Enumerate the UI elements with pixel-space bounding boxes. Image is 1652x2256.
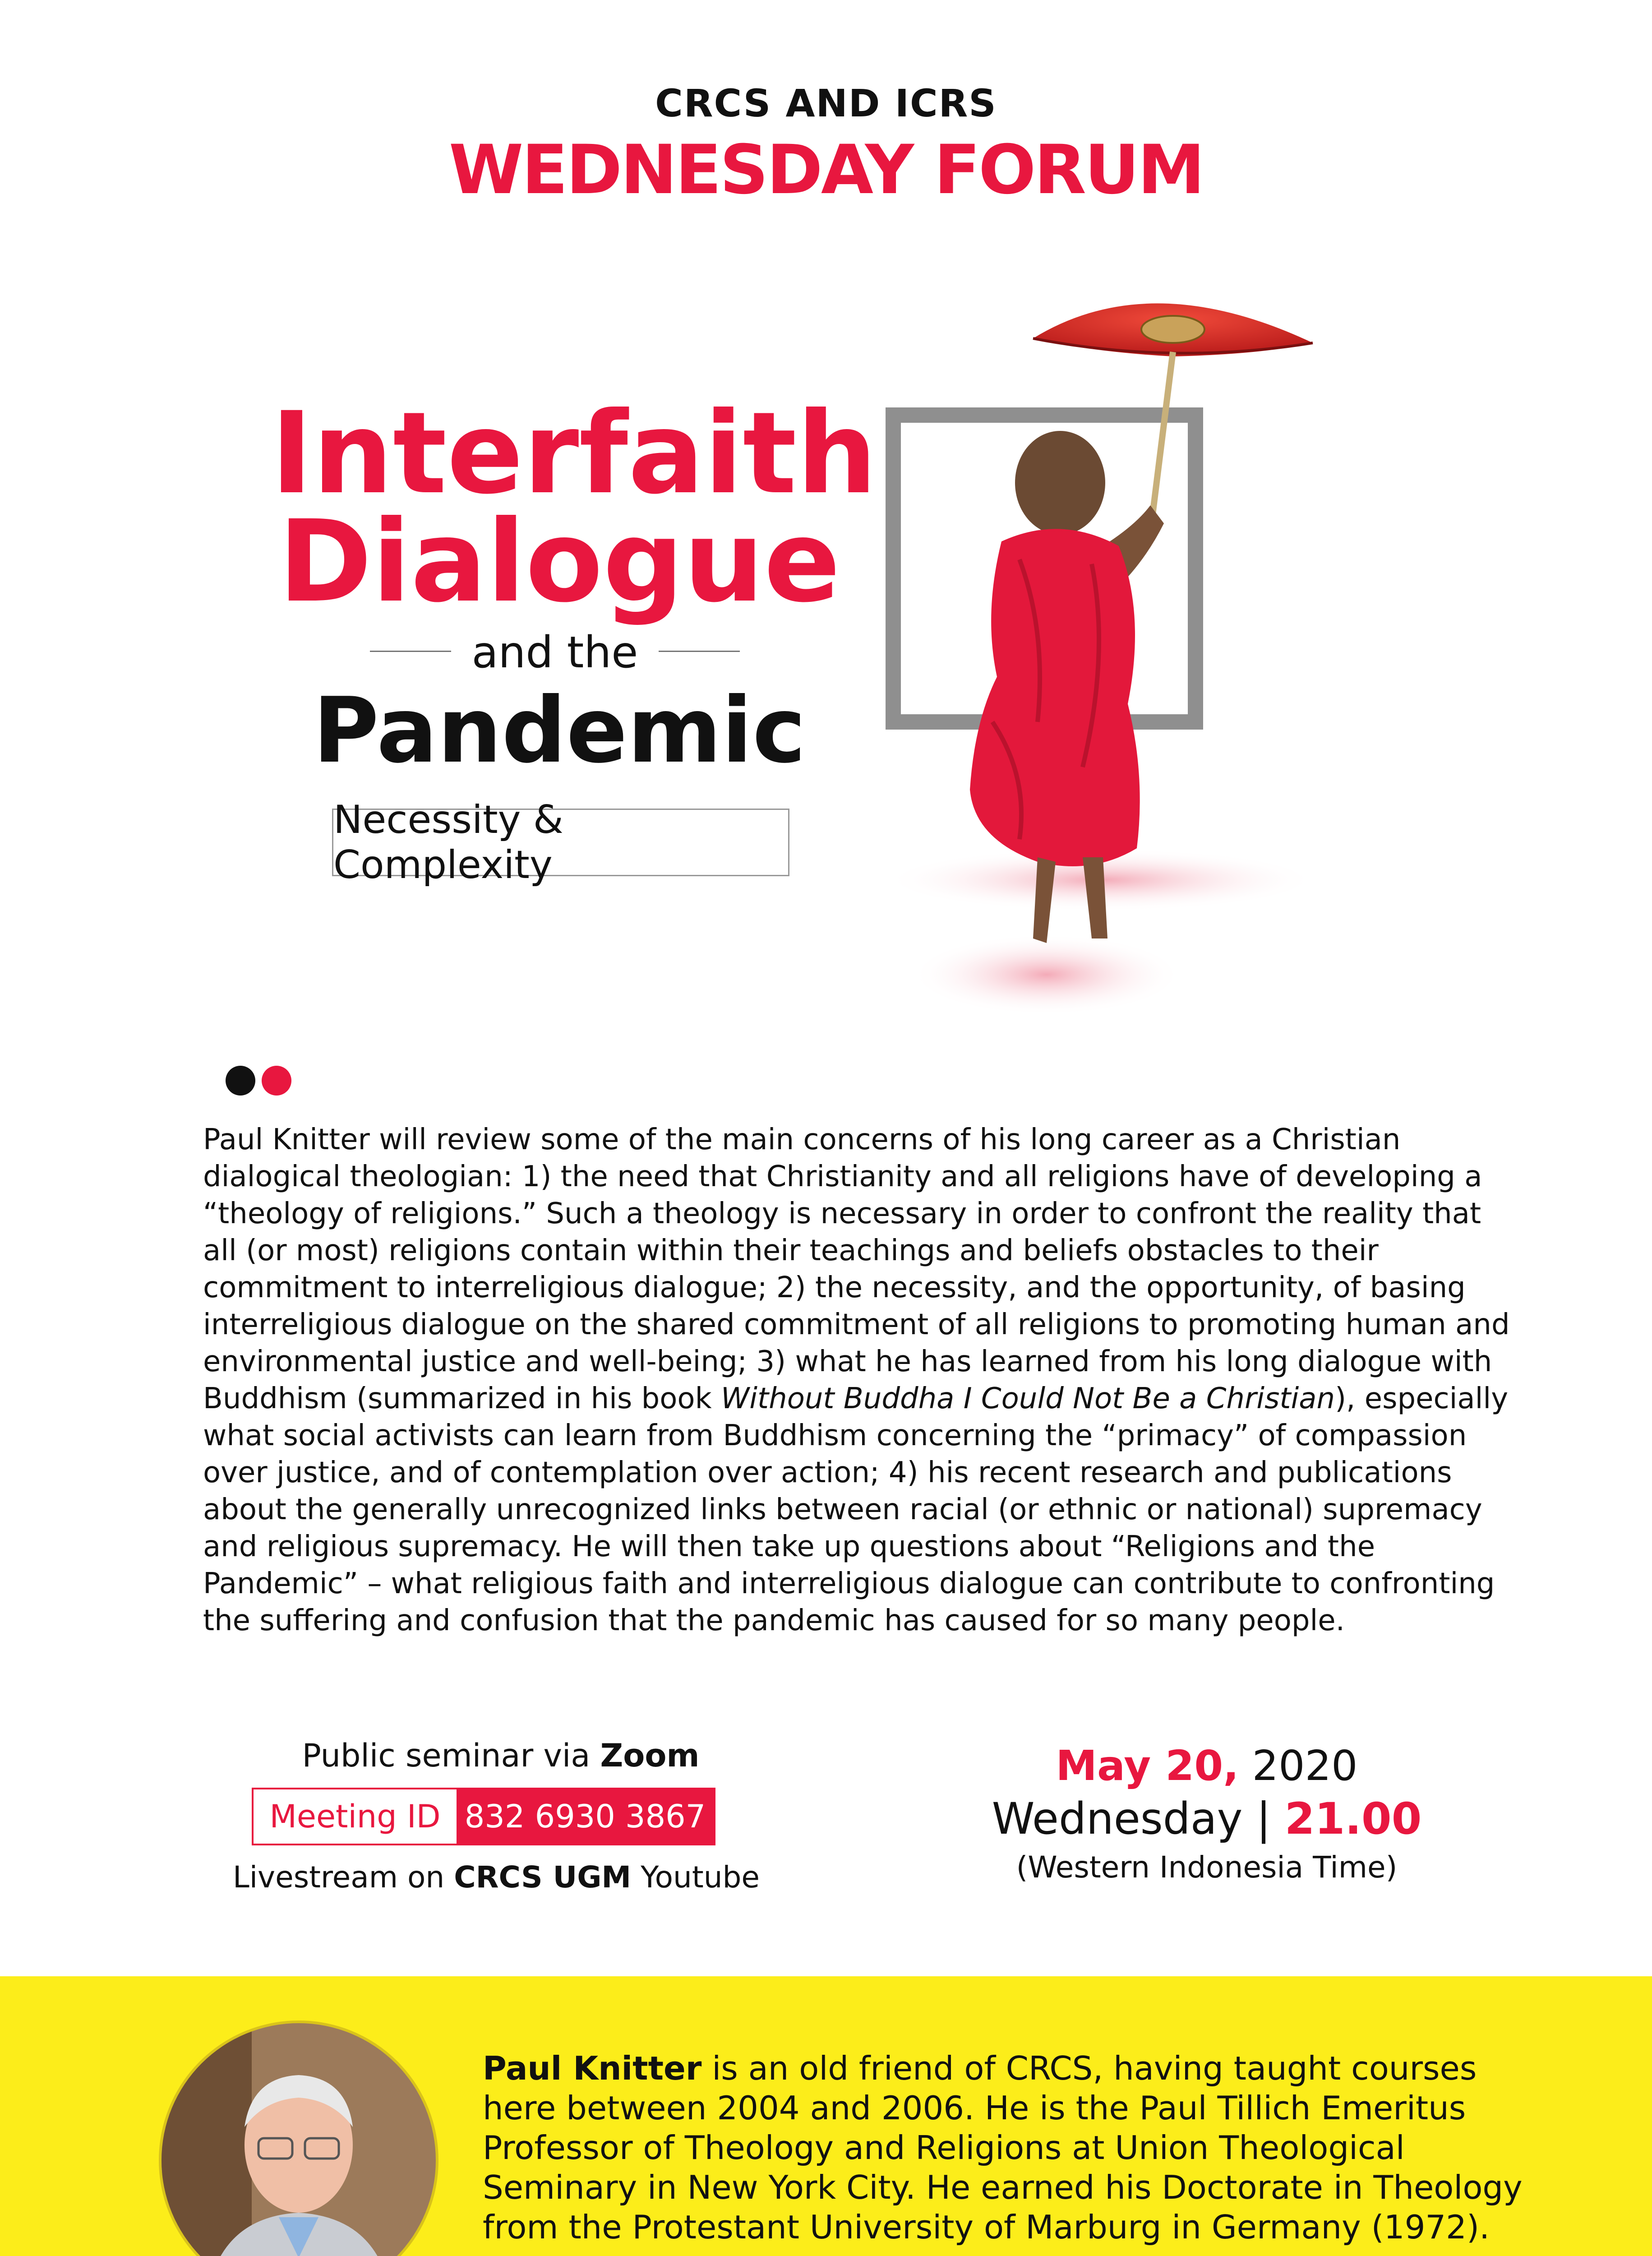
- abstract-paragraph: [203, 1121, 1511, 1639]
- monk-head: [1015, 431, 1105, 535]
- seminar-line: [253, 1737, 749, 1774]
- organizer-line: CRCS AND ICRS: [655, 81, 997, 125]
- event-weekday: Wednesday |: [992, 1794, 1271, 1844]
- parasol-handle: [1150, 352, 1173, 532]
- title-line-3: Pandemic: [313, 678, 806, 783]
- livestream-prefix: Livestream on: [232, 1860, 445, 1895]
- livestream-channel: CRCS UGM: [454, 1860, 632, 1895]
- livestream-line: [226, 1860, 767, 1895]
- meeting-id-value: 832 6930 3867: [457, 1789, 714, 1844]
- livestream-suffix: Youtube: [641, 1860, 760, 1895]
- abstract-text-2: ), especially what social activists can learn from Buddhism concerning the “primacy” of compassion over justice, and of contemplation over action; 4) his recent research and publications about the generally unrecognized links between racial (or ethnic or national) supremacy and religious supremacy. He will then take up questions about “Religions and the Pandemic” – what religious faith and interreligious dialogue can contribute to confronting the suffering and confusion that the pandemic has caused for so many people.: [203, 1382, 1509, 1637]
- book-title: Without Buddha I Could Not Be a Christian: [720, 1382, 1335, 1415]
- subtitle-box: [332, 797, 789, 888]
- title-line-2: Dialogue: [278, 496, 840, 627]
- speaker-name: Paul Knitter: [483, 2049, 702, 2087]
- event-time: 21.00: [1284, 1794, 1422, 1844]
- title-connector: and the: [471, 627, 638, 678]
- event-year: 2020: [1252, 1742, 1358, 1790]
- monk-robe: [970, 529, 1140, 866]
- decor-dot-black: [226, 1066, 255, 1096]
- decor-dot-red: [262, 1066, 291, 1096]
- forum-title: WEDNESDAY FORUM: [448, 131, 1204, 209]
- title-line-1: Interfaith: [271, 388, 877, 519]
- speaker-bio-text: is an old friend of CRCS, having taught courses here between 2004 and 2006. He is the Paul Tillich Emeritus Professor of Theology and Religions at Union Theological Seminary in New York City. He earned his Doctorate in Theology from the Protestant University of Marburg in Germany (1972).: [483, 2049, 1523, 2246]
- abstract-text-1: Paul Knitter will review some of the main concerns of his long career as a Christian dialogical theologian: 1) the need that Christianity and all religions have of developing a “theology of religions.” Such a theology is necessary in order to confront the reality that all (or most) religions contain within their teachings and beliefs obstacles to their commitment to interreligious dialogue; 2) the necessity, and the opportunity, of basing interreligious dialogue on the shared commitment of all religions to promoting human and environmental justice and well-being; 3) what he has learned from his long dialogue with Buddhism (summarized in his book: [203, 1123, 1510, 1415]
- parasol-hub: [1141, 316, 1204, 343]
- title-connector-row: [370, 627, 740, 678]
- platform-name: Zoom: [600, 1737, 700, 1774]
- speaker-bio: [483, 2048, 1529, 2247]
- seminar-prefix: Public seminar via: [302, 1737, 591, 1774]
- event-date: [947, 1742, 1466, 1790]
- event-day-time: [947, 1794, 1466, 1844]
- subtitle-text: Necessity & Complexity: [333, 797, 563, 888]
- event-timezone: (Western Indonesia Time): [1016, 1850, 1398, 1885]
- monk-parasol-illustration: [857, 271, 1376, 1065]
- divider-right: [659, 651, 740, 652]
- floor-shadow-2: [911, 934, 1182, 1015]
- date-highlight: May 20,: [1056, 1742, 1239, 1790]
- meeting-id-box: [252, 1788, 715, 1845]
- meeting-id-label: Meeting ID: [254, 1789, 457, 1844]
